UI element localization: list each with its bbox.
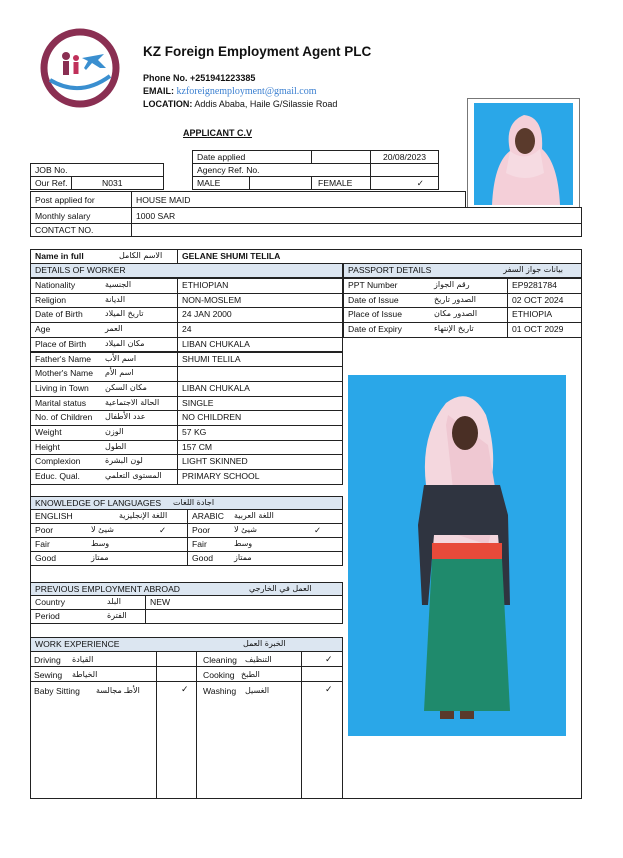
our-ref-value: N031 <box>71 176 164 190</box>
passport-value: 02 OCT 2024 <box>507 293 582 309</box>
period-label: Period الفترة <box>30 609 146 624</box>
agency-ref-label: Agency Ref. No. <box>192 163 371 177</box>
passport-label: Place of Issue الصدور مكان <box>343 307 508 323</box>
post-value: HOUSE MAID <box>131 191 466 208</box>
detail-label: Educ. Qual. المستوى التعلمي <box>30 469 178 485</box>
detail-label: Height الطول <box>30 440 178 456</box>
document-title: APPLICANT C.V <box>183 128 253 138</box>
detail-value: LIBAN CHUKALA <box>177 337 343 353</box>
passport-value: EP9281784 <box>507 278 582 294</box>
passport-label: Date of Expiry تاريخ الإنتهاء <box>343 322 508 338</box>
female-label: FEMALE <box>311 176 371 190</box>
male-value <box>249 176 312 190</box>
arabic-good: Good ممتاز <box>187 551 343 566</box>
work-header: WORK EXPERIENCE الخبرة العمل <box>30 637 343 652</box>
agency-ref-value <box>370 163 439 177</box>
contact-label: CONTACT NO. <box>30 223 132 237</box>
applicant-photo-full <box>348 375 566 736</box>
detail-value: SHUMI TELILA <box>177 352 343 368</box>
location-line: LOCATION: Addis Ababa, Haile G/Silassie Road <box>143 99 338 109</box>
washing-check: ✓ <box>325 684 333 694</box>
detail-label: No. of Children عدد الأطفال <box>30 410 178 426</box>
detail-label: Nationality الجنسية <box>30 278 178 294</box>
detail-label: Living in Town مكان السكن <box>30 381 178 397</box>
baby-sitting-label: Baby Sitting الأطـ مجالسة <box>34 686 140 696</box>
details-header: DETAILS OF WORKER <box>30 263 343 278</box>
english-fair: Fair وسط <box>30 537 188 552</box>
baby-sitting-check: ✓ <box>181 684 189 694</box>
salary-value: 1000 SAR <box>131 207 582 224</box>
date-applied-value: 20/08/2023 <box>370 150 439 164</box>
detail-value: 24 <box>177 322 343 338</box>
detail-value: LIBAN CHUKALA <box>177 381 343 397</box>
arabic-label: ARABIC اللغة العربية <box>187 509 343 524</box>
detail-value: LIGHT SKINNED <box>177 454 343 470</box>
english-poor: Poor شيئ لا ✓ <box>30 523 188 538</box>
country-value: NEW <box>145 595 343 610</box>
period-value <box>145 609 343 624</box>
date-applied-label: Date applied <box>192 150 312 164</box>
english-good: Good ممتاز <box>30 551 188 566</box>
phone-line: Phone No. +251941223385 <box>143 73 256 83</box>
company-logo-icon <box>40 28 120 108</box>
detail-label: Complexion لون البشرة <box>30 454 178 470</box>
detail-value: NO CHILDREN <box>177 410 343 426</box>
job-no-label: JOB No. <box>30 163 164 177</box>
passport-value: ETHIOPIA <box>507 307 582 323</box>
email-line: EMAIL: kzforeignemployment@gmail.com <box>143 86 317 97</box>
detail-label: Marital status الحالة الاجتماعية <box>30 396 178 412</box>
detail-label: Religion الديانة <box>30 293 178 309</box>
detail-label: Place of Birth مكان الميلاد <box>30 337 178 353</box>
previous-header: PREVIOUS EMPLOYMENT ABROAD العمل في الخارجي <box>30 582 343 596</box>
sewing-label: Sewing الخياطة <box>34 670 98 680</box>
english-label: ENGLISH اللغة الإنجليزية <box>30 509 188 524</box>
cooking-label: Cooking الطبخ <box>203 670 260 680</box>
detail-label: Weight الوزن <box>30 425 178 441</box>
date-applied-blank <box>311 150 371 164</box>
washing-label: Washing الغسيل <box>203 686 270 696</box>
cleaning-label: Cleaning التنظيف <box>203 655 272 665</box>
arabic-fair: Fair وسط <box>187 537 343 552</box>
detail-value: 157 CM <box>177 440 343 456</box>
detail-value: PRIMARY SCHOOL <box>177 469 343 485</box>
passport-value: 01 OCT 2029 <box>507 322 582 338</box>
detail-label: Age العمر <box>30 322 178 338</box>
applicant-photo-small <box>467 98 580 213</box>
name-value: GELANE SHUMI TELILA <box>177 249 582 264</box>
passport-header: PASSPORT DETAILS بيانات جواز السفر <box>343 263 582 278</box>
arabic-poor: Poor شيئ لا ✓ <box>187 523 343 538</box>
passport-label: PPT Number رقم الجواز <box>343 278 508 294</box>
our-ref-label: Our Ref. <box>30 176 72 190</box>
detail-value: SINGLE <box>177 396 343 412</box>
detail-value: 57 KG <box>177 425 343 441</box>
name-label: Name in full الاسم الكامل <box>30 249 178 264</box>
detail-value: ETHIOPIAN <box>177 278 343 294</box>
female-check: ✓ <box>370 176 439 190</box>
passport-label: Date of Issue الصدور تاريخ <box>343 293 508 309</box>
detail-value: NON-MOSLEM <box>177 293 343 309</box>
detail-label: Father's Name اسم الأب <box>30 352 178 368</box>
cleaning-check: ✓ <box>325 654 333 664</box>
driving-label: Driving القيادة <box>34 655 94 665</box>
detail-label: Mother's Name اسم الأم <box>30 366 178 382</box>
details-frame <box>30 263 343 485</box>
detail-value: 24 JAN 2000 <box>177 307 343 323</box>
company-name: KZ Foreign Employment Agent PLC <box>143 44 372 59</box>
languages-header: KNOWLEDGE OF LANGUAGES اجادة اللغات <box>30 496 343 510</box>
detail-label: Date of Birth تاريخ الميلاد <box>30 307 178 323</box>
email-link[interactable]: kzforeignemployment@gmail.com <box>176 86 317 97</box>
post-label: Post applied for <box>30 191 132 208</box>
salary-label: Monthly salary <box>30 207 132 224</box>
country-label: Country البلد <box>30 595 146 610</box>
male-label: MALE <box>192 176 250 190</box>
contact-value <box>131 223 582 237</box>
